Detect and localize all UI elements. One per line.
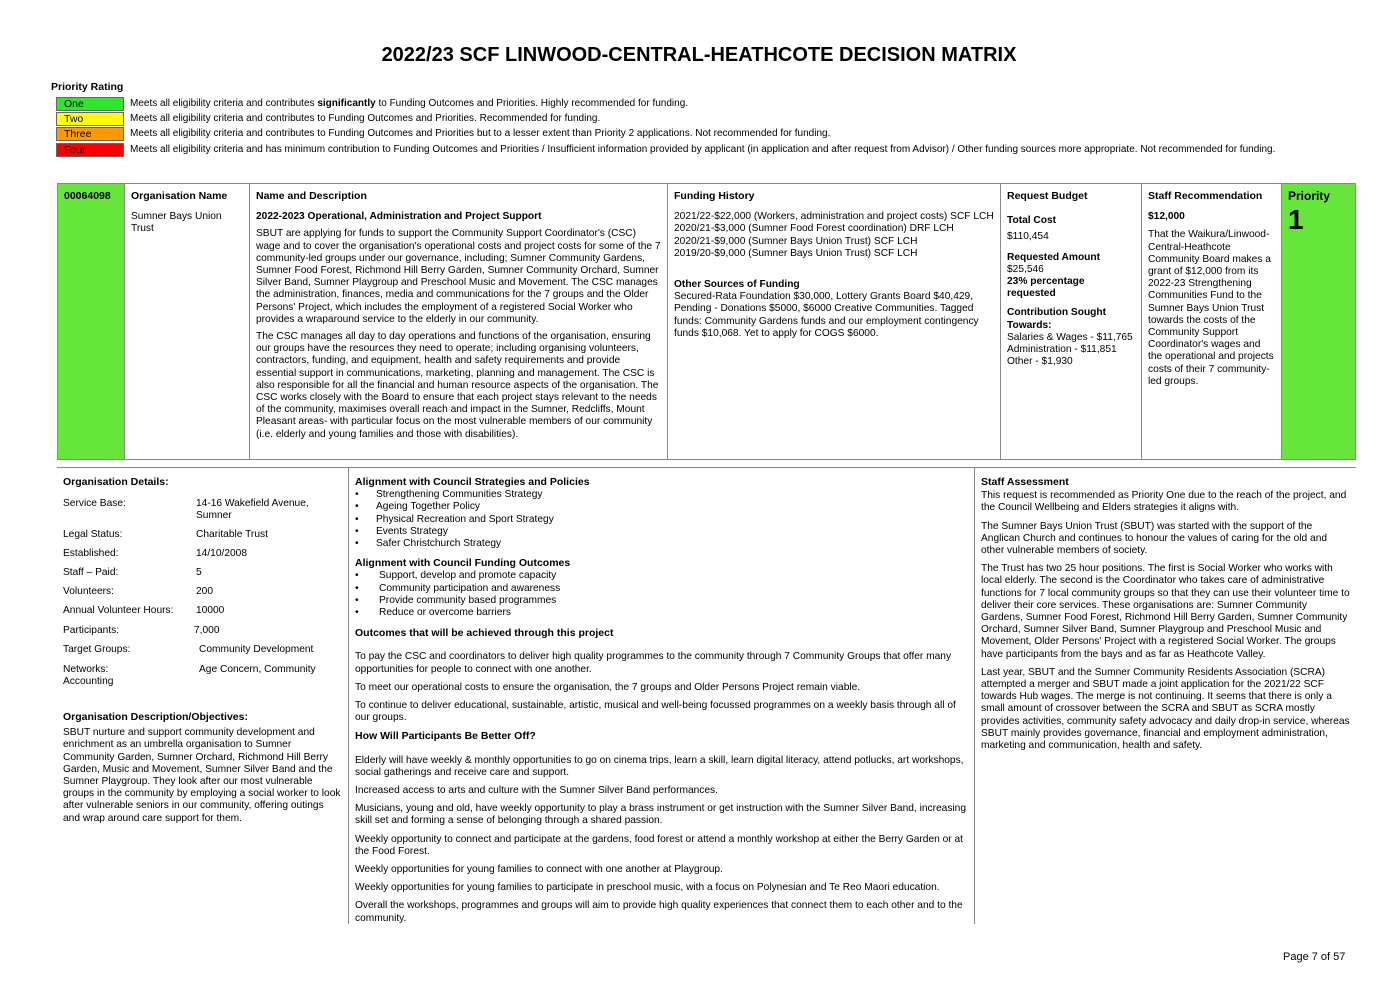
funding-history-cell	[668, 184, 1001, 459]
list-item: • Support, develop and promote capacity	[355, 570, 970, 582]
priority-rating-heading: Priority Rating	[51, 81, 124, 93]
requested-amount-value: $25,546	[1007, 263, 1044, 275]
funding-history-item: 2019/20-$9,000 (Sumner Bays Union Trust) SCF LCH	[674, 247, 918, 259]
section-divider	[57, 467, 1356, 468]
priority-heading: Priority	[1288, 189, 1331, 203]
contribution-label: Contribution Sought Towards:	[1007, 307, 1107, 331]
org-details-heading: Organisation Details:	[63, 476, 169, 488]
better-off-paragraph: Musicians, young and old, have weekly opportunity to play a brass instrument or get instruction with the Sumner Silver Band, increasing skill set and forming a sense of belonging through a shared passion.	[355, 803, 967, 827]
list-item: • Strengthening Communities Strategy	[355, 489, 970, 501]
networks-value: Age Concern, Community Accounting	[63, 664, 316, 688]
better-off-paragraph: Overall the workshops, programmes and groups will aim to provide high quality experiences that connect them to each other and to the community.	[355, 900, 963, 924]
assessment-paragraph: Last year, SBUT and the Sumner Community Residents Association (SCRA) attempted a merger and SBUT made a joint application for the 2021/22 SCF towards Hub wages. The merge is not continuing. It seems that there is only a small amount of crossover between the SCRA and SBUT as SCRA mostly provides activities, community safety advocacy and daily drop-in service, whereas SBUT mainly provides governance, financial and employment administration, marketing and communication, health and safety.	[981, 666, 1350, 752]
requested-amount-label: Requested Amount	[1007, 251, 1101, 263]
funding-history-item: 2020/21-$9,000 (Sumner Bays Union Trust) SCF LCH	[674, 235, 918, 247]
list-item: • Reduce or overcome barriers	[355, 607, 970, 619]
recommendation-text: That the Waikura/Linwood-Central-Heathcote Community Board makes a grant of $12,000 from its 2022-23 Strengthening Communities Fund to the Sumner Bays Union Trust towards the costs of the Community Support Coordinator's wages and the operational and projects costs of their 7 community-led groups.	[1148, 229, 1274, 387]
org-description-text: SBUT nurture and support community development and enrichment as an umbrella organisation to Sumner Community Garden, Sumner Orchard, Richmond Hill Berry Garden, Music and Movement, Sumner Silver Band and the Sumner Playgroup. They look after our most vulnerable groups in the community by employing a social worker to look after vulnerable seniors in our community, offering outings and wrap around care support for them.	[63, 727, 341, 824]
better-off-paragraph: Weekly opportunities for young families to participate in preschool music, with a focus on Polynesian and Te Reo Maori education.	[355, 882, 940, 894]
staff-recommendation-cell	[1142, 184, 1282, 459]
other-funding-heading: Other Sources of Funding	[674, 279, 800, 291]
better-off-paragraph: Increased access to arts and culture with the Sumner Silver Band performances.	[355, 785, 718, 797]
other-funding-text: Secured-Rata Foundation $30,000, Lottery Grants Board $40,429, Pending - Donations $5000, $6000 Creative Communities. Tagged funds: Community Gardens funds and our employment contingency funds $10,068. Yet to apply for COGS $6000.	[674, 291, 979, 339]
list-item: • Safer Christchurch Strategy	[355, 538, 970, 550]
strategies-heading: Alignment with Council Strategies and Policies	[355, 476, 590, 488]
application-id: 00064098	[64, 190, 111, 202]
assessment-paragraph: This request is recommended as Priority One due to the reach of the project, and the Council Wellbeing and Elders strategies it aligns with.	[981, 490, 1347, 514]
org-name: Sumner Bays Union Trust	[131, 211, 222, 235]
outcomes-heading: Alignment with Council Funding Outcomes	[355, 557, 571, 570]
contribution-item: Other - $1,930	[1007, 356, 1073, 368]
priority-cell	[1282, 184, 1355, 459]
request-budget-cell	[1001, 184, 1142, 459]
funding-history-item: 2020/21-$3,000 (Sumner Food Forest coordination) DRF LCH	[674, 223, 954, 235]
page-title: 2022/23 SCF LINWOOD-CENTRAL-HEATHCOTE DECISION MATRIX	[381, 44, 1017, 66]
org-description-heading: Organisation Description/Objectives:	[63, 711, 248, 723]
outcomes-list	[355, 570, 970, 619]
priority-value: 1	[1288, 204, 1304, 236]
priority-swatch: Three	[56, 127, 124, 141]
org-name-heading: Organisation Name	[131, 190, 228, 202]
org-description-section	[63, 711, 343, 831]
org-detail-row: Service Base: 14-16 Wakefield Avenue, Sumner	[63, 498, 309, 522]
percentage-requested: 23% percentage requested	[1007, 276, 1085, 300]
list-item: • Provide community based programmes	[355, 595, 970, 607]
application-id-cell	[58, 184, 125, 459]
description-heading: Name and Description	[256, 190, 367, 202]
strategies-list	[355, 489, 970, 550]
list-item: • Events Strategy	[355, 526, 970, 538]
priority-description: Meets all eligibility criteria and contributes to Funding Outcomes and Priorities but to a lesser extent than Priority 2 applications. Not recommended for funding.	[130, 128, 831, 139]
achieve-paragraph: To continue to deliver educational, sustainable, artistic, musical and well-being focussed programmes on a weekly basis through all of our groups.	[355, 700, 956, 724]
staff-recommendation-heading: Staff Recommendation	[1148, 190, 1263, 202]
list-item: • Ageing Together Policy	[355, 501, 970, 513]
staff-assessment-section	[981, 476, 1351, 758]
description-paragraph: SBUT are applying for funds to support the Community Support Coordinator's (CSC) wage and to cover the organisation's operational costs and project costs for some of the 7 community-led groups under our governance, including; Sumner Community Gardens, Sumner Food Forest, Richmond Hill Berry Garden, Sumner Community Orchard, Sumner Silver Band, Sumner Playgroup and Preschool Music and Movement. The CSC manages the administration, finances, media and communications for the 7 groups and the Older Persons' Project, which includes the employment of a registered Social Worker who provides a wraparound service to the elderly in our community.	[256, 228, 661, 325]
column-divider	[974, 467, 975, 924]
achieve-paragraph: To pay the CSC and coordinators to deliver high quality programmes to the community through 7 Community Groups that offer many opportunities for people to connect with one another.	[355, 651, 952, 675]
better-off-paragraph: Weekly opportunity to connect and participate at the gardens, food forest or attend a monthly workshop at either the Berry Garden or at the Food Forest.	[355, 833, 964, 857]
total-cost-label: Total Cost	[1007, 215, 1057, 227]
priority-swatch: Two	[56, 112, 124, 126]
achieve-heading: Outcomes that will be achieved through this project	[355, 627, 614, 640]
description-cell	[250, 184, 668, 459]
total-cost-value: $110,454	[1007, 231, 1049, 243]
recommended-amount: $12,000	[1148, 211, 1185, 223]
decision-matrix-table	[57, 183, 1356, 460]
project-title: 2022-2023 Operational, Administration and Project Support	[256, 211, 542, 223]
org-name-cell	[125, 184, 250, 459]
staff-assessment-heading: Staff Assessment	[981, 476, 1069, 488]
column-divider	[348, 467, 349, 924]
funding-history-heading: Funding History	[674, 190, 755, 202]
list-item: • Community participation and awareness	[355, 583, 970, 595]
assessment-paragraph: The Trust has two 25 hour positions. The first is Social Worker who works with local elderly. The second is the Coordinator who takes care of administrative functions for 7 local community groups so that they can use their volunteer time to deliver their core services. These organisations are: Sumner Community Gardens, Sumner Food Forest, Richmond Hill Berry Garden, Sumner Community Orchard, Sumner Silver Band, Sumner Playgroup and Preschool Music and Movement, Older Persons' Project with a registered Social Worker. The groups have participants from the bays and as far as Heathcote Valley.	[981, 563, 1350, 660]
funding-history-item: 2021/22-$22,000 (Workers, administration and project costs) SCF LCH	[674, 211, 994, 223]
contribution-item: Administration - $11,851	[1007, 344, 1117, 356]
priority-swatch: Four	[56, 143, 124, 157]
priority-description: Meets all eligibility criteria and has minimum contribution to Funding Outcomes and Priorities / Insufficient information provided by applicant (in application and after request from Advisor) / Other funding sources more appropriate. Not recommended for funding.	[130, 144, 1276, 155]
alignment-section	[355, 476, 970, 931]
description-paragraph: The CSC manages all day to day operations and functions of the organisation, ensuring our groups have the resources they need to operate; including organising volunteers, contractors, funding, and equipment, health and safety requirements and provide essential support in communications, marketing, planning and management. The CSC is also responsible for all the financial and human resource aspects of the organisation. The CSC works closely with the Board to ensure that each project stays relevant to the needs of the community, maximises overall reach and impact in the Sumner, Redcliffs, Mount Pleasant areas- with particular focus on the most vulnerable members of our community (i.e. elderly and young families and those with disabilities).	[256, 331, 659, 440]
better-off-paragraph: Weekly opportunities for young families to connect with one another at Playgroup.	[355, 864, 723, 876]
request-budget-heading: Request Budget	[1007, 190, 1088, 202]
contribution-item: Salaries & Wages - $11,765	[1007, 331, 1133, 343]
assessment-paragraph: The Sumner Bays Union Trust (SBUT) was started with the support of the Anglican Church and continues to honour the values of caring for the old and other vulnerable members of society.	[981, 520, 1328, 557]
better-off-heading: How Will Participants Be Better Off?	[355, 730, 536, 743]
achieve-paragraph: To meet our operational costs to ensure the organisation, the 7 groups and Older Persons Project remain viable.	[355, 681, 861, 693]
page-number: Page 7 of 57	[1283, 951, 1346, 963]
priority-description: Meets all eligibility criteria and contributes to Funding Outcomes and Priorities. Recommended for funding.	[130, 113, 601, 124]
better-off-paragraph: Elderly will have weekly & monthly opportunities to go on cinema trips, learn a skill, learn digital literacy, attend potlucks, art workshops, social gatherings and receive care and support.	[355, 754, 964, 778]
list-item: • Physical Recreation and Sport Strategy	[355, 514, 970, 526]
priority-swatch: One	[56, 97, 124, 111]
priority-description: Meets all eligibility criteria and contributes significantly to Funding Outcomes and Priorities. Highly recommended for funding.	[130, 98, 689, 109]
